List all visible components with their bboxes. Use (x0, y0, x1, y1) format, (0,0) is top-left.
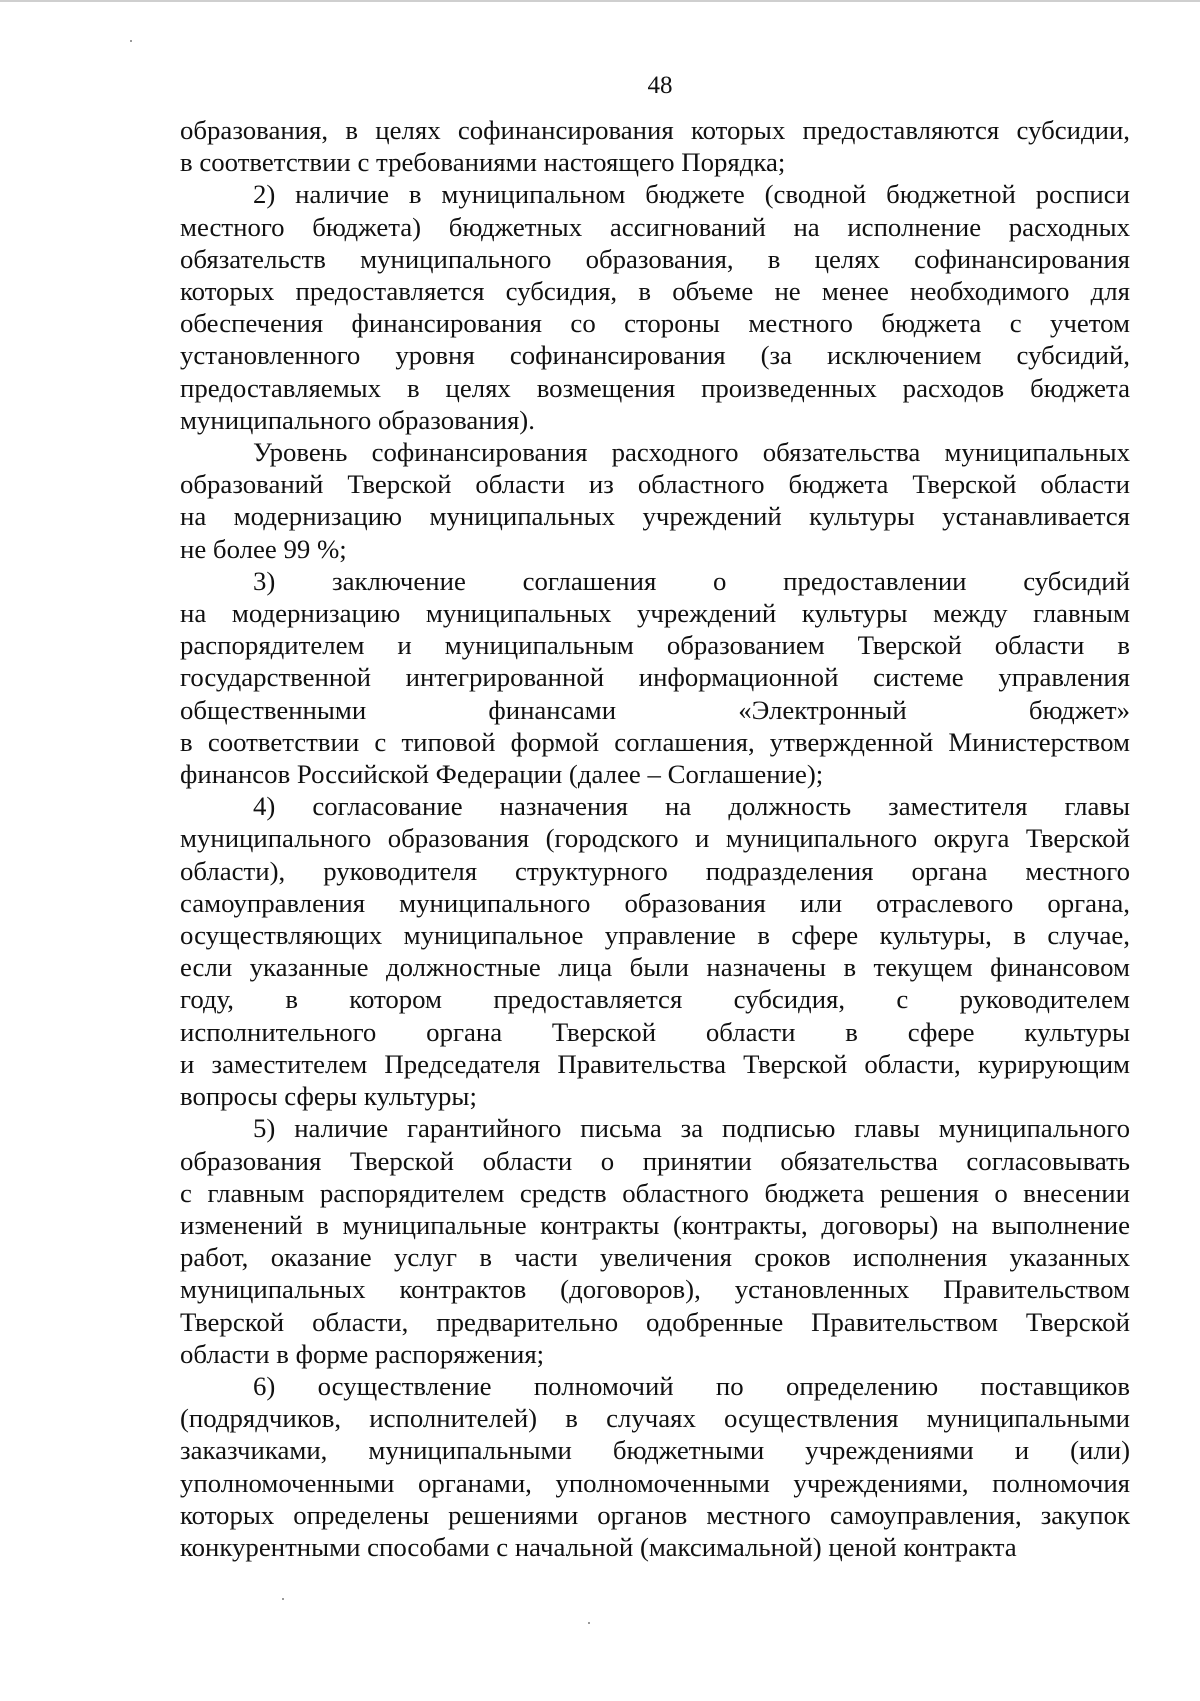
text-line: в соответствии с требованиями настоящего Порядка; (180, 147, 786, 178)
text-line: обеспечения финансирования со стороны местного бюджета с учетом (180, 308, 1130, 339)
text-line: муниципальных контрактов (договоров), установленных Правительством (180, 1274, 1130, 1305)
text-line: году, в котором предоставляется субсидия, с руководителем (180, 984, 1130, 1015)
text-line: на модернизацию муниципальных учреждений культуры устанавливается (180, 501, 1130, 532)
paragraph (180, 178, 1130, 436)
text-line: государственной интегрированной информационной системе управления (180, 662, 1130, 693)
text-line: муниципального образования (городского и муниципального округа Тверской (180, 823, 1130, 854)
text-line: общественными финансами «Электронный бюджет» (180, 694, 1130, 725)
text-line: если указанные должностные лица были назначены в текущем финансовом (180, 952, 1130, 983)
text-line: области в форме распоряжения; (180, 1338, 545, 1369)
text-line: конкурентными способами с начальной (максимальной) ценой контракта (180, 1531, 1017, 1562)
text-line: и заместителем Председателя Правительства Тверской области, курирующим (180, 1048, 1130, 1079)
text-line: не более 99 %; (180, 533, 347, 564)
text-line: которых предоставляется субсидия, в объеме не менее необходимого для (180, 276, 1130, 307)
text-line: заказчиками, муниципальными бюджетными учреждениями и (или) (180, 1435, 1130, 1466)
text-line: (подрядчиков, исполнителей) в случаях осуществления муниципальными (180, 1403, 1130, 1434)
text-line: на модернизацию муниципальных учреждений культуры между главным (180, 598, 1130, 629)
text-line: осуществляющих муниципальное управление в сфере культуры, в случае, (180, 920, 1130, 951)
text-line: 2) наличие в муниципальном бюджете (сводной бюджетной росписи (253, 179, 1130, 210)
text-line: уполномоченными органами, уполномоченными учреждениями, полномочия (180, 1467, 1130, 1498)
text-line: Тверской области, предварительно одобренные Правительством Тверской (180, 1306, 1130, 1337)
paragraph (180, 1112, 1130, 1370)
text-line: 5) наличие гарантийного письма за подписью главы муниципального (253, 1113, 1130, 1144)
text-line: финансов Российской Федерации (далее – Соглашение); (180, 759, 824, 790)
paragraph (180, 790, 1130, 1112)
text-line: 3) заключение соглашения о предоставлении субсидий (253, 565, 1130, 596)
text-line: вопросы сферы культуры; (180, 1081, 477, 1112)
scan-speck (130, 40, 132, 42)
text-line: 6) осуществление полномочий по определению поставщиков (253, 1370, 1130, 1401)
text-line: изменений в муниципальные контракты (контракты, договоры) на выполнение (180, 1209, 1130, 1240)
text-line: Уровень софинансирования расходного обязательства муниципальных (253, 437, 1130, 468)
page-number: 48 (647, 72, 673, 99)
text-line: образования Тверской области о принятии обязательства согласовывать (180, 1145, 1130, 1176)
scan-top-edge (0, 0, 1200, 2)
text-line: области), руководителя структурного подразделения органа местного (180, 855, 1130, 886)
text-line: исполнительного органа Тверской области в сфере культуры (180, 1016, 1130, 1047)
paragraph (180, 1370, 1130, 1563)
text-line: 4) согласование назначения на должность заместителя главы (253, 791, 1130, 822)
text-line: самоуправления муниципального образования или отраслевого органа, (180, 887, 1130, 918)
text-line: муниципального образования). (180, 404, 535, 435)
text-line: работ, оказание услуг в части увеличения сроков исполнения указанных (180, 1242, 1130, 1273)
text-line: предоставляемых в целях возмещения произведенных расходов бюджета (180, 372, 1130, 403)
document-body (180, 114, 1130, 1563)
paragraph (180, 436, 1130, 565)
text-line: распорядителем и муниципальным образованием Тверской области в (180, 630, 1130, 661)
text-line: местного бюджета) бюджетных ассигнований на исполнение расходных (180, 211, 1130, 242)
text-line: образований Тверской области из областного бюджета Тверской области (180, 469, 1130, 500)
text-line: обязательств муниципального образования, в целях софинансирования (180, 243, 1130, 274)
scan-speck (282, 1598, 284, 1600)
paragraph (180, 565, 1130, 790)
paragraph (180, 114, 1130, 178)
text-line: установленного уровня софинансирования (за исключением субсидий, (180, 340, 1130, 371)
text-line: с главным распорядителем средств областного бюджета решения о внесении (180, 1177, 1130, 1208)
text-line: которых определены решениями органов местного самоуправления, закупок (180, 1499, 1130, 1530)
text-line: образования, в целях софинансирования которых предоставляются субсидии, (180, 115, 1130, 145)
scan-speck (588, 1622, 590, 1624)
text-line: в соответствии с типовой формой соглашения, утвержденной Министерством (180, 726, 1130, 757)
